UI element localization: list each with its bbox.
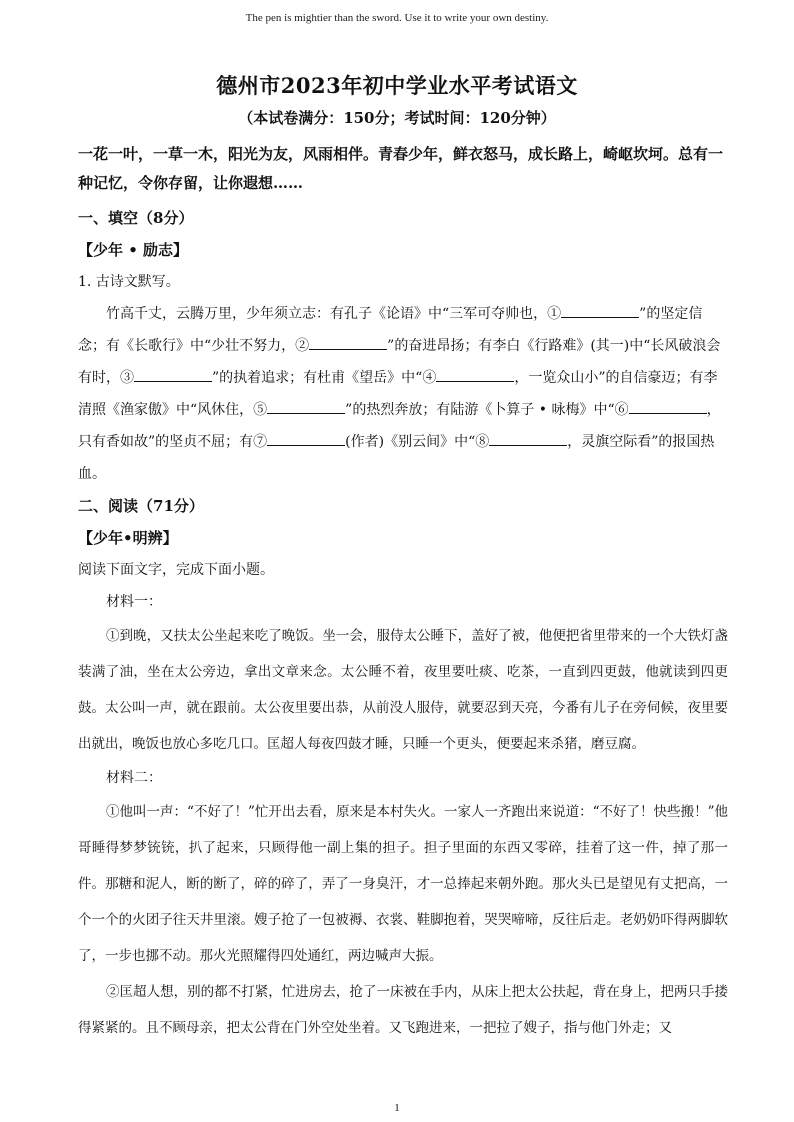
intro-paragraph: 一花一叶，一草一木，阳光为友，风雨相伴。青春少年，鲜衣怒马，成长路上，崎岖坎坷。总有一种记忆，令你存留，让你遐想…… xyxy=(78,145,724,192)
exam-content xyxy=(78,202,728,1046)
section-tag-inspire: 【少年 • 励志】 xyxy=(78,241,189,259)
reading-instruction: 阅读下面文字，完成下面小题。 xyxy=(78,562,274,578)
document-title: 德州市2023年初中学业水平考试语文 xyxy=(216,73,578,98)
material-2-paragraph-2: ②匡超人想，别的都不打紧，忙进房去，抢了一床被在手内，从床上把太公扶起，背在身上，把两只手搂得紧紧的。且不顾母亲，把太公背在门外空处坐着。又飞跑进来，一把拉了嫂子，指与他门外走；又 xyxy=(78,984,728,1036)
document-subtitle: （本试卷满分：150分；考试时间：120分钟） xyxy=(238,109,556,127)
page-number: 1 xyxy=(394,1102,400,1114)
answer-blank-2[interactable] xyxy=(309,334,387,350)
answer-blank-8[interactable] xyxy=(489,430,567,446)
answer-blank-4[interactable] xyxy=(436,366,514,382)
poetry-fill-paragraph: 竹高千丈，云腾万里，少年须立志：有孔子《论语》中“三军可夺帅也，① ”的坚定信念；有《长歌行》中“少壮不努力，② ”的奋进昂扬；有李白《行路难》(其一)中“长风破浪会有时，③ ”的执着追求；有杜甫《望岳》中“④ ，一览众山小”的自信豪迈；有李清照《渔家傲》中“风休住，⑤ ”的热烈奔放；有陆游《卜算子 • 咏梅》中“⑥ ，只有香如故”的坚贞不屈；有⑦ (作者)《别云间》中“⑧ ，灵旗空际看”的报国热血。 xyxy=(78,298,728,490)
answer-blank-6[interactable] xyxy=(629,398,707,414)
answer-blank-7[interactable] xyxy=(267,430,345,446)
answer-blank-3[interactable] xyxy=(134,366,212,382)
answer-blank-5[interactable] xyxy=(267,398,345,414)
material-1-text: ①到晚，又扶太公坐起来吃了晚饭。坐一会，服侍太公睡下，盖好了被，他便把省里带来的一个大铁灯盏装满了油，坐在太公旁边，拿出文章来念。太公睡不着，夜里要吐痰、吃茶，一直到四更鼓，他就读到四更鼓。太公叫一声，就在跟前。太公夜里要出恭，从前没人服侍，就要忍到天亮，今番有儿子在旁伺候，夜里要出就出，晚饭也放心多吃几口。匡超人每夜四鼓才睡，只睡一个更头，便要起来杀猪，磨豆腐。 xyxy=(78,628,728,752)
material-2-label: 材料二： xyxy=(106,770,162,786)
section-heading-fill: 一、填空（8分） xyxy=(78,209,194,227)
answer-blank-1[interactable] xyxy=(561,302,639,318)
material-1-label: 材料一： xyxy=(106,594,162,610)
question-1: 1. 古诗文默写。 xyxy=(78,274,180,290)
material-2-paragraph-1: ①他叫一声：“不好了！”忙开出去看，原来是本村失火。一家人一齐跑出来说道：“不好了！快些搬！”他哥睡得梦梦铳铳，扒了起来，只顾得他一副上集的担子。担子里面的东西又零碎，挂着了这一件，掉了那一件。那糖和泥人，断的断了，碎的碎了，弄了一身臭汗，才一总捧起来朝外跑。那火头已是望见有丈把高，一个一个的火团子往天井里滚。嫂子抢了一包被褥、衣裳、鞋脚抱着，哭哭啼啼，反往后走。老奶奶吓得两脚软了，一步也挪不动。那火光照耀得四处通红，两边喊声大振。 xyxy=(78,804,728,964)
section-tag-discern: 【少年•明辨】 xyxy=(78,529,178,547)
header-motto: The pen is mightier than the sword. Use it to write your own destiny. xyxy=(245,12,549,24)
section-heading-reading: 二、阅读（71分） xyxy=(78,497,204,515)
